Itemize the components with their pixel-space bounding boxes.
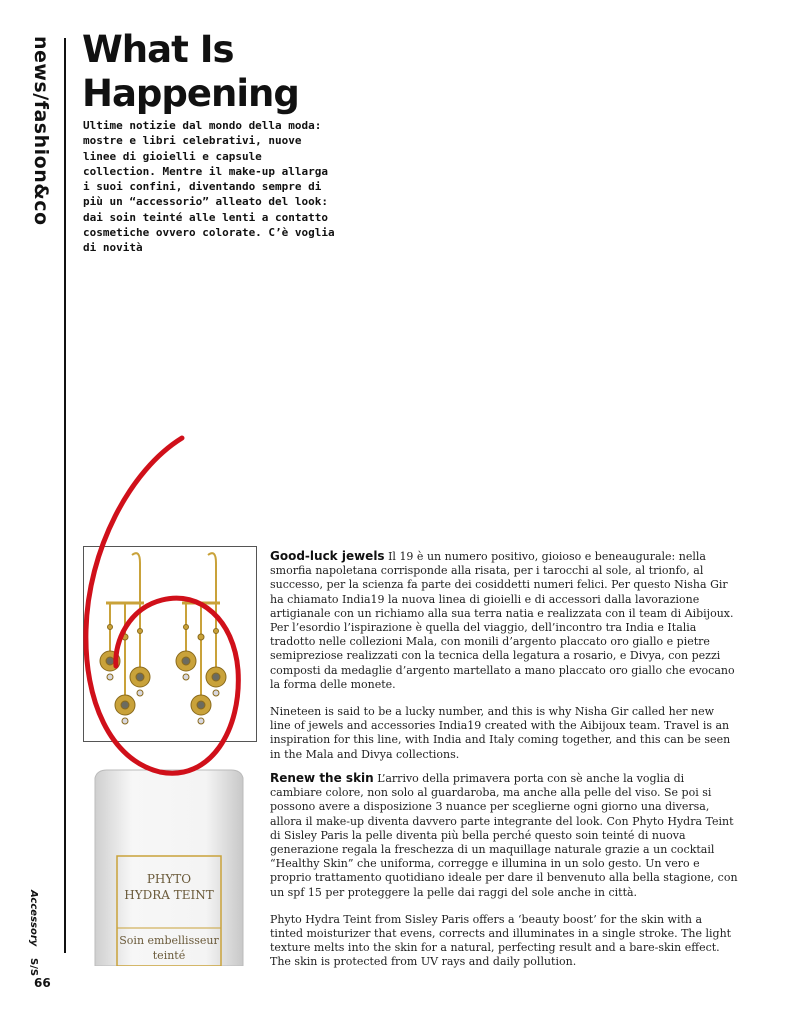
article-good-luck-jewels: [270, 549, 738, 762]
red-circle-mark: [70, 430, 270, 790]
vertical-rule: [64, 38, 66, 953]
tube-label-line2: HYDRA TEINT: [124, 888, 214, 902]
article-body-it: [270, 549, 738, 692]
article-text-en: Nineteen is said to be a lucky number, and this is why Nisha Gir called her new line of jewels and accessories India19 created with the Aibijoux team. Travel is an inspiration for this line, with India and Italy coming together, and this can be seen in the Mala and Divya collections.: [270, 705, 731, 761]
product-tube-photo: [83, 768, 255, 966]
article-text-it: Il 19 è un numero positivo, gioioso e beneaugurale: nella smorfia napoletana corrisponde alla risata, per i tarocchi al sole, al trionfo, al successo, per la scienza fa parte dei cosiddetti numeri felici. Per questo Nisha Gir ha chiamato India19 la nuova linea di gioielli e di accessori dalla lavorazione artigianale con un richiamo alla sua terra natia e realizzata con il team di Aibijoux. Per l’esordio l’ispirazione è quella del viaggio, dell’incontro tra India e Italia tradotto nelle collezioni Mala, con monili d’argento placcato oro giallo e pietre semipreziose realizzati con la tecnica della legatura a rosario, e Divya, con pezzi composti da medaglie d’argento martellato a mano placcato oro giallo che evocano la forma delle monete.: [270, 550, 735, 691]
article-heading: Good-luck jewels: [270, 549, 385, 563]
article-text-it: L’arrivo della primavera porta con sè anche la voglia di cambiare colore, non solo al guardaroba, ma anche alla pelle del viso. Se poi si possono avere a disposizione 3 nuance per sceglierne ogni giorno una diversa, allora il make-up diventa davvero parte integrante del look. Con Phyto Hydra Teint di Sisley Paris la pelle diventa più bella perché questo soin teinté di nuova generazione regala la freschezza di un maquillage naturale grazie a un cocktail “Healthy Skin” che uniforma, corregge e illumina in un solo gesto. Un vero e proprio trattamento quotidiano ideale per dare il benvenuto alla bella stagione, con un spf 15 per proteggere la pelle dai raggi del sole anche in città.: [270, 772, 738, 899]
article-text-en: Phyto Hydra Teint from Sisley Paris offers a ‘beauty boost’ for the skin with a tinted moisturizer that evens, corrects and illuminates in a single stroke. The light texture melts into the skin for a natural, perfecting result and a bare-skin effect. The skin is protected from UV rays and daily pollution.: [270, 912, 732, 969]
page-title: [82, 28, 297, 116]
article-renew-the-skin: [270, 771, 738, 970]
intro-text: Ultime notizie dal mondo della moda: mostre e libri celebrativi, nuove linee di gioielli e capsule collection. Mentre il make-up allarga i suoi confini, diventando sempre di più un “accessorio” alleato del look: dai soin teinté alle lenti a contatto cosmetiche ovvero colorate. C’è voglia di novità: [83, 119, 335, 255]
page-number: 66: [34, 976, 51, 990]
magazine-footer-label: [28, 890, 39, 976]
article-heading: Renew the skin: [270, 771, 374, 785]
tube-label-line1: PHYTO: [146, 872, 192, 886]
page-title-text: What Is Happening: [82, 28, 299, 115]
magazine-name: Accessory: [28, 890, 39, 947]
season-label: S/S: [28, 957, 39, 976]
section-label: news/fashion&co: [30, 36, 52, 226]
tube-label-line3: Soin embellisseur: [119, 934, 219, 947]
tube-label-line4: teinté: [152, 949, 186, 962]
article-body-it: [270, 771, 738, 900]
